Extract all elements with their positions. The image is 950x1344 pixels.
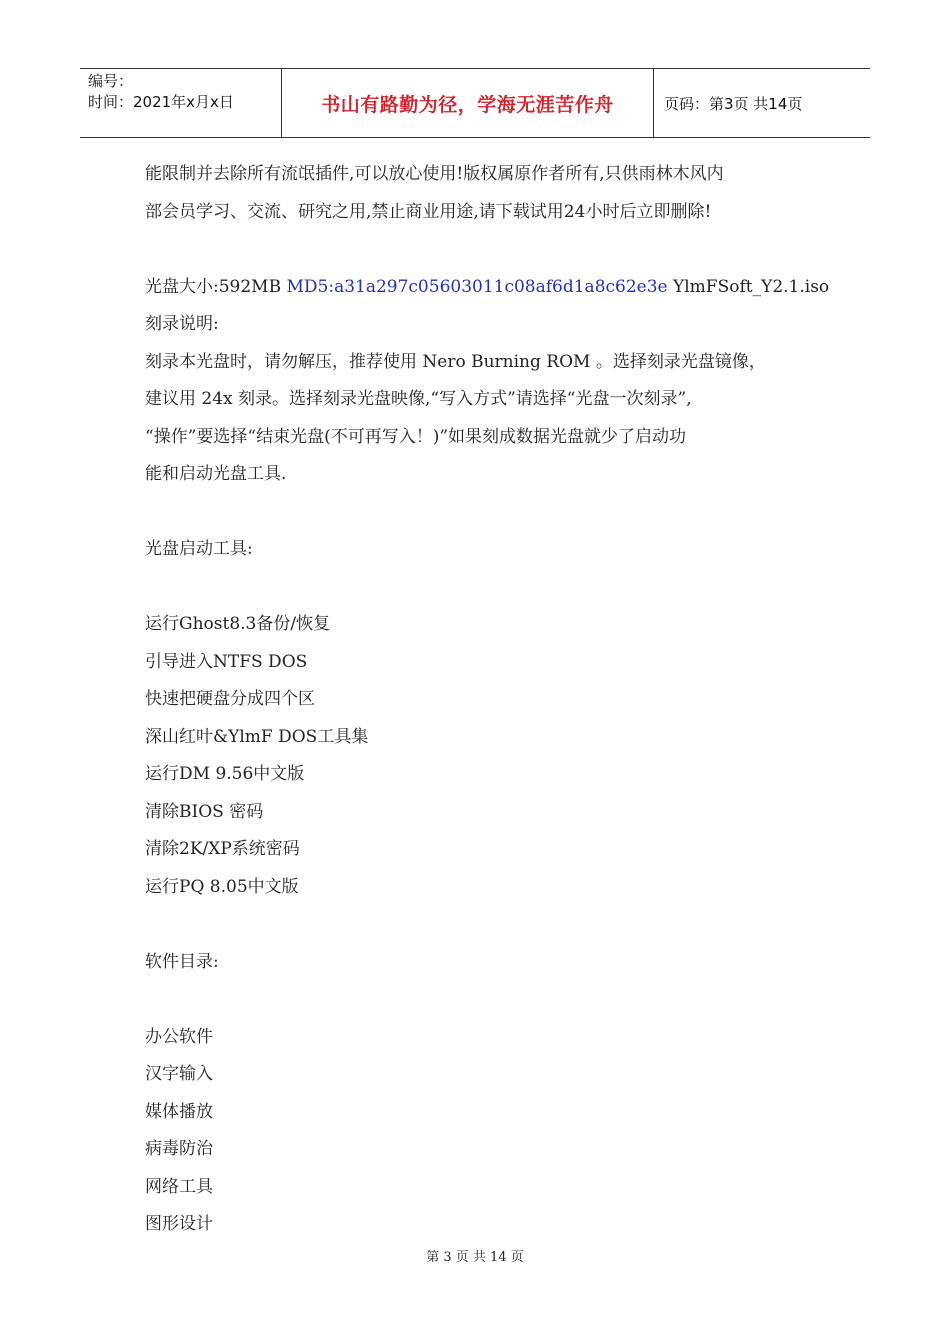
software-category-item: 图形设计 (145, 1214, 213, 1234)
header-meta (80, 69, 282, 137)
intro-line: 能限制并去除所有流氓插件,可以放心使用!版权属原作者所有,只供雨林木风内 (145, 164, 724, 184)
boot-tool-item: 快速把硬盘分成四个区 (145, 689, 315, 709)
iso-filename: YlmFSoft_Y2.1.iso (667, 276, 830, 297)
boot-tool-item: 清除BIOS 密码 (145, 801, 264, 822)
boot-tool-item: 运行PQ 8.05中文版 (145, 876, 299, 897)
page-header (80, 68, 870, 138)
software-category-item: 网络工具 (145, 1176, 213, 1197)
md5-hash: MD5:a31a297c05603011c08af6d1a8c62e3e (286, 276, 668, 297)
software-category-item: 媒体播放 (145, 1101, 213, 1122)
boot-tool-item: 深山红叶&YlmF DOS工具集 (145, 726, 369, 747)
header-motto-cell (282, 69, 654, 137)
disc-info-line (145, 269, 830, 307)
burn-instruction-line: 能和启动光盘工具. (145, 464, 287, 484)
burn-instruction-line: 建议用 24x 刻录。选择刻录光盘映像,“写入方式”请选择“光盘一次刻录”, (145, 389, 692, 409)
doc-time-label: 时间：2021年x月x日 (88, 93, 234, 111)
software-catalog-title: 软件目录: (145, 951, 219, 972)
page-footer: 第 3 页 共 14 页 (426, 1250, 524, 1265)
intro-line: 部会员学习、交流、研究之用,禁止商业用途,请下载试用24小时后立即删除! (145, 201, 712, 222)
header-motto: 书山有路勤为径，学海无涯苦作舟 (321, 93, 614, 116)
software-category-item: 病毒防治 (145, 1139, 213, 1159)
boot-tool-item: 引导进入NTFS DOS (145, 651, 308, 672)
disc-size: 光盘大小:592MB (145, 276, 287, 297)
burn-instruction-line: 刻录本光盘时，请勿解压，推荐使用 Nero Burning ROM 。选择刻录光盘镜像， (145, 351, 766, 372)
software-category-item: 汉字输入 (145, 1064, 213, 1084)
burn-instruction-line: “操作”要选择“结束光盘(不可再写入！)”如果刻成数据光盘就少了启动功 (145, 426, 687, 447)
boot-tool-item: 清除2K/XP系统密码 (145, 839, 300, 859)
header-page-info: 页码：第3页 共14页 (664, 94, 803, 113)
document-body (145, 156, 830, 1244)
software-category-item: 办公软件 (145, 1026, 213, 1047)
boot-tools-title: 光盘启动工具: (145, 539, 253, 559)
doc-number-label: 编号： (88, 72, 134, 90)
boot-tool-item: 运行DM 9.56中文版 (145, 764, 305, 784)
boot-tool-item: 运行Ghost8.3备份/恢复 (145, 614, 331, 634)
burn-instructions-title: 刻录说明: (145, 314, 219, 334)
